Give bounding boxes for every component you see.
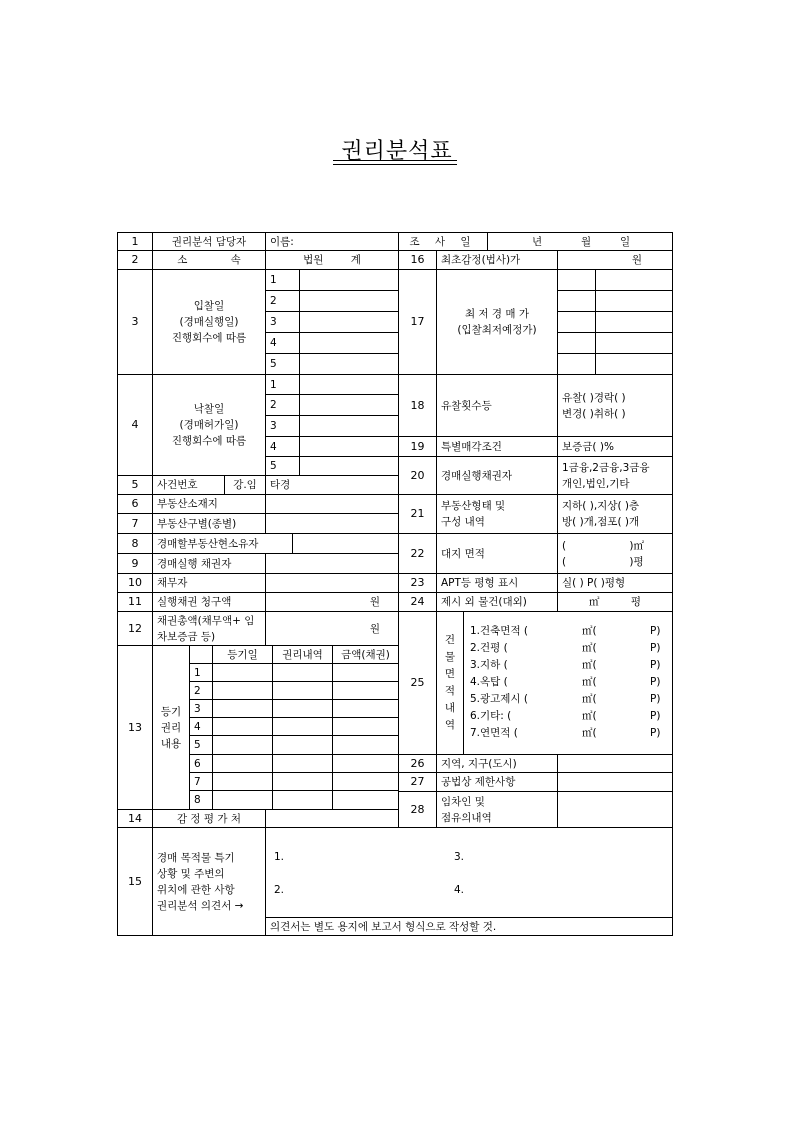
building-area-item-name: 7.연면적 ( [470,727,518,739]
row-3-label-line: 입찰일 [193,300,225,312]
row-10-number: 10 [117,573,153,593]
bid-round-field[interactable] [299,332,399,354]
building-area-item-name: 1.건축면적 ( [470,625,529,637]
registry-header-rights: 권리내역 [272,645,333,664]
bid-round-number: 2 [265,290,300,312]
row-18-label: 유찰횟수등 [436,374,558,437]
min-price-round-cell[interactable] [557,332,596,354]
min-price-value-cell[interactable] [595,353,673,375]
building-area-item-pyeong: P) [650,693,661,705]
row-16-number: 16 [398,250,437,270]
row-17-label [436,269,558,375]
case-type-field[interactable]: 타경 [265,475,399,495]
registry-row-number: 3 [189,699,213,718]
property-location-field[interactable] [265,494,399,514]
registry-rights-label [152,645,190,810]
opinion-item-1: 1. [274,851,285,863]
award-round-number: 3 [265,415,300,437]
registry-header-blank [189,645,213,664]
registry-row-number: 8 [189,790,213,810]
row-23-label: APT등 평형 표시 [436,573,558,593]
claim-amount-field[interactable] [265,592,399,612]
row-28-label [436,791,558,828]
row-24-label: 제시 외 물건(대외) [436,592,558,612]
survey-year-label: 년 [532,236,543,248]
building-structure-line: 방( )개,점포( )개 [562,516,640,528]
registry-row-number: 5 [189,735,213,755]
building-area-item-sqm: ㎡( [582,710,597,722]
row-15-number: 15 [117,827,153,936]
row-14-number: 14 [117,809,153,828]
row-3-label [152,269,266,375]
total-claim-field[interactable] [265,611,399,646]
row-28-label-line: 점유의내역 [441,811,492,824]
claim-amount-unit: 원 [369,596,380,608]
building-area-item [470,725,518,742]
registry-date-cell[interactable] [212,790,273,810]
row-5-label: 사건번호 [152,475,225,495]
row-26-number: 26 [398,754,437,773]
row-17-number: 17 [398,269,437,375]
building-area-item-name: 2.건평 ( [470,642,508,654]
row-19-number: 19 [398,436,437,457]
building-area-item [470,623,528,640]
award-round-field[interactable] [299,436,399,457]
min-price-round-cell[interactable] [557,353,596,375]
registry-row-number: 4 [189,717,213,736]
registry-row-number: 7 [189,772,213,791]
registry-rights-cell[interactable] [272,772,333,791]
registry-rights-cell[interactable] [272,681,333,700]
row-12-label-line: 차보증금 등) [157,630,216,643]
land-area-field[interactable] [557,533,673,574]
row-18-number: 18 [398,374,437,437]
building-area-item [470,691,528,708]
row-1-number: 1 [117,232,153,251]
initial-appraisal-field[interactable] [557,250,673,270]
building-area-item-sqm: ㎡( [582,642,597,654]
row-21-label-line: 부동산형태 및 [441,500,506,512]
min-price-round-cell[interactable] [557,311,596,333]
creditor-type-line: 개인,법인,기타 [562,477,630,490]
bid-round-number: 5 [265,353,300,375]
row-3-number: 3 [117,269,153,375]
title-underline [333,160,457,165]
row-5-number: 5 [117,475,153,495]
row-16-label: 최초감정(법사)가 [436,250,558,270]
court-affiliation-field[interactable]: 법원 계 [265,250,399,270]
registry-header-amount: 금액(채권) [332,645,399,664]
building-area-item-sqm: ㎡( [582,693,597,705]
survey-month-label: 월 [581,236,592,248]
building-area-item-pyeong: P) [650,710,661,722]
building-area-label-char: 건 [444,634,456,646]
case-court-field[interactable]: 강.임 [224,475,266,495]
building-area-label [436,611,464,755]
registry-date-cell[interactable] [212,735,273,755]
row-8-label: 경매할부동산현소유자 [152,533,293,554]
award-round-number: 1 [265,374,300,395]
row-23-number: 23 [398,573,437,593]
building-area-item [470,640,508,657]
row-15-label-line: 위치에 관한 사항 [157,883,235,896]
page-title: 권리분석표 [341,139,453,164]
row-1-label: 권리분석 담당자 [152,232,266,251]
registry-row-number: 2 [189,681,213,700]
survey-day-label: 일 [620,236,631,248]
creditor-type-line: 1금융,2금융,3금융 [562,461,650,474]
building-structure-field[interactable] [557,494,673,534]
opinion-items-area[interactable] [265,827,673,918]
registry-date-cell[interactable] [212,663,273,682]
row-26-label: 지역, 지구(도시) [436,754,558,773]
registry-date-cell[interactable] [212,717,273,736]
registry-rights-cell[interactable] [272,663,333,682]
registry-header-date: 등기일 [212,645,273,664]
bid-round-number: 4 [265,332,300,354]
row-17-label-line: 최 저 경 매 가 [464,308,530,320]
row-22-number: 22 [398,533,437,574]
current-owner-field[interactable] [292,533,399,554]
row-13-number: 13 [117,645,153,810]
award-round-field[interactable] [299,394,399,416]
row-9-label: 경매실행 채권자 [152,553,266,574]
registry-rights-label-line: 권리 [160,721,182,734]
award-round-field[interactable] [299,374,399,395]
opinion-item-2: 2. [274,884,285,896]
row-4-label-line: (경매허가일) [179,419,239,431]
row-9-number: 9 [117,553,153,574]
opinion-item-3: 3. [454,851,465,863]
executing-creditor-field[interactable] [265,553,399,574]
row-4-label-line: 낙찰일 [193,403,225,415]
building-area-item [470,657,508,674]
row-6-label: 부동산소재지 [152,494,266,514]
building-area-item-sqm: ㎡( [582,625,597,637]
registry-rights-label-line: 등기 [160,705,182,718]
building-area-item [470,708,511,725]
registry-date-cell[interactable] [212,699,273,718]
appraiser-field[interactable] [265,809,399,828]
registry-amount-cell[interactable] [332,699,399,718]
property-type-field[interactable] [265,513,399,534]
registry-amount-cell[interactable] [332,754,399,773]
award-round-number: 4 [265,436,300,457]
row-12-number: 12 [117,611,153,646]
registry-rights-cell[interactable] [272,735,333,755]
initial-appraisal-unit: 원 [631,254,642,266]
building-area-item-name: 4.옥탑 ( [470,676,508,688]
min-price-value-cell[interactable] [595,332,673,354]
row-2-number: 2 [117,250,153,270]
bid-round-field[interactable] [299,290,399,312]
registry-row-number: 6 [189,754,213,773]
row-2-label: 소 속 [152,250,266,270]
registry-row-number: 1 [189,663,213,682]
building-area-item-pyeong: P) [650,676,661,688]
row-21-number: 21 [398,494,437,534]
min-price-value-cell[interactable] [595,290,673,312]
zoning-field[interactable] [557,754,673,773]
registry-amount-cell[interactable] [332,735,399,755]
building-area-item-name: 3.지하 ( [470,659,508,671]
row-22-label: 대지 면적 [436,533,558,574]
award-round-number: 5 [265,456,300,476]
row-25-number: 25 [398,611,437,755]
min-price-round-cell[interactable] [557,269,596,291]
total-claim-unit: 원 [369,622,380,635]
special-sale-condition-field[interactable]: 보증금( )% [557,436,673,457]
min-price-value-cell[interactable] [595,269,673,291]
bid-round-number: 3 [265,311,300,333]
registry-rights-cell[interactable] [272,699,333,718]
creditor-type-field[interactable] [557,456,673,495]
row-28-label-line: 임차인 및 [441,795,485,808]
bid-round-number: 1 [265,269,300,291]
registry-amount-cell[interactable] [332,681,399,700]
registry-date-cell[interactable] [212,754,273,773]
row-17-label-line: (입찰최저예정가) [457,324,537,336]
bid-round-field[interactable] [299,311,399,333]
row-11-label: 실행채권 청구액 [152,592,266,612]
award-round-field[interactable] [299,456,399,476]
building-area-label-char: 면 [444,668,456,680]
award-round-field[interactable] [299,415,399,437]
building-area-item-sqm: ㎡( [582,676,597,688]
building-area-label-char: 물 [444,651,456,663]
row-20-number: 20 [398,456,437,495]
row-7-number: 7 [117,513,153,534]
land-area-pyeong: ( )평 [562,555,644,568]
row-27-number: 27 [398,772,437,792]
building-area-item-pyeong: P) [650,625,661,637]
building-area-label-char: 적 [444,685,456,697]
row-15-label-line: 권리분석 의견서 → [157,899,244,912]
bid-round-field[interactable] [299,269,399,291]
building-area-item-pyeong: P) [650,642,661,654]
building-area-item [470,674,508,691]
failed-bids-line: 유찰( )경락( ) [562,391,626,404]
registry-date-cell[interactable] [212,681,273,700]
row-12-label-line: 채권총액(채무액+ 임 [157,614,255,627]
registry-date-cell[interactable] [212,772,273,791]
land-area-sqm: ( )㎡ [562,539,645,552]
survey-date-field[interactable] [487,232,673,251]
row-27-label: 공법상 제한사항 [436,772,558,792]
opinion-note: 의견서는 별도 용지에 보고서 형식으로 작성할 것. [265,917,673,936]
row-15-label-line: 경매 목적물 특기 [157,851,235,864]
row-4-number: 4 [117,374,153,476]
building-area-item-pyeong: P) [650,659,661,671]
opinion-item-4: 4. [454,884,465,896]
min-price-round-cell[interactable] [557,290,596,312]
building-area-item-sqm: ㎡( [582,727,597,739]
building-area-label-char: 역 [444,719,456,731]
row-7-label: 부동산구별(종별) [152,513,266,534]
registry-amount-cell[interactable] [332,663,399,682]
tenants-occupancy-field[interactable] [557,791,673,828]
survey-date-label: 조 사 일 [398,232,488,251]
row-3-label-line: 진행회수에 따름 [171,332,247,344]
row-21-label-line: 구성 내역 [441,516,485,528]
registry-rights-label-line: 내용 [160,737,182,750]
registry-amount-cell[interactable] [332,790,399,810]
extra-items-field[interactable]: ㎡ 평 [557,592,673,612]
building-area-label-char: 내 [444,702,456,714]
building-area-item-sqm: ㎡( [582,659,597,671]
row-21-label [436,494,558,534]
row-12-label [152,611,266,646]
analyst-name-field[interactable]: 이름: [265,232,399,251]
row-11-number: 11 [117,592,153,612]
row-14-label: 감 정 평 가 처 [152,809,266,828]
registry-rights-cell[interactable] [272,790,333,810]
row-28-number: 28 [398,791,437,828]
debtor-field[interactable] [265,573,399,593]
building-area-list[interactable] [463,611,673,755]
row-20-label: 경매실행채권자 [436,456,558,495]
apt-size-field[interactable]: 실( ) P( )평형 [557,573,673,593]
row-19-label: 특별매각조건 [436,436,558,457]
building-area-item-name: 5.광고제시 ( [470,693,529,705]
public-law-restrictions-field[interactable] [557,772,673,792]
row-15-label [152,827,266,936]
registry-amount-cell[interactable] [332,772,399,791]
row-3-label-line: (경매실행일) [179,316,239,328]
building-area-item-pyeong: P) [650,727,661,739]
bid-round-field[interactable] [299,353,399,375]
row-8-number: 8 [117,533,153,554]
row-6-number: 6 [117,494,153,514]
row-15-label-line: 상황 및 주변의 [157,867,225,880]
row-10-label: 채무자 [152,573,266,593]
row-24-number: 24 [398,592,437,612]
award-round-number: 2 [265,394,300,416]
row-4-label [152,374,266,476]
building-structure-line: 지하( ),지상( )층 [562,500,640,512]
min-price-value-cell[interactable] [595,311,673,333]
row-4-label-line: 진행회수에 따름 [171,435,247,447]
building-area-item-name: 6.기타: ( [470,710,512,722]
registry-rights-cell[interactable] [272,754,333,773]
registry-amount-cell[interactable] [332,717,399,736]
failed-bids-line: 변경( )취하( ) [562,407,626,420]
registry-rights-cell[interactable] [272,717,333,736]
failed-bids-field[interactable] [557,374,673,437]
